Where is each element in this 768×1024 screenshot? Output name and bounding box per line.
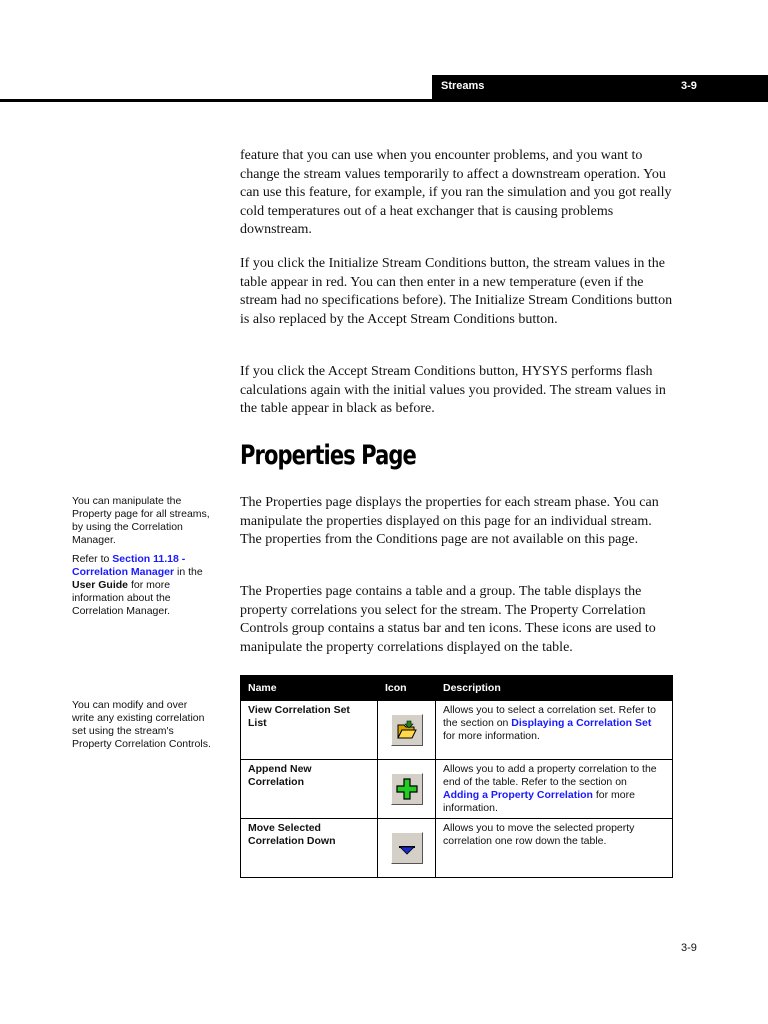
correlation-manager-link[interactable]: Section 11.18 - Correlation Manager (72, 553, 186, 578)
sidebar-note-2 (72, 553, 212, 618)
row-icon-cell (378, 701, 436, 760)
row-name: Append New Correlation (241, 760, 378, 819)
col-header-icon: Icon (378, 676, 436, 701)
row-description (436, 701, 673, 760)
blue-down-arrow-icon (391, 832, 423, 864)
section-heading: Properties Page (240, 440, 416, 471)
properties-icon-table (240, 675, 673, 878)
col-header-name: Name (241, 676, 378, 701)
desc-suffix: for more information. (443, 789, 635, 814)
row-description (436, 760, 673, 819)
user-guide-ref: User Guide (72, 579, 129, 591)
properties-paragraph-1: The Properties page displays the properties for each stream phase. You can manipulate the properties displayed on this page for an individual stream. The properties from the Conditions page are not available on this page. (240, 495, 659, 547)
properties-paragraph-2: The Properties page contains a table and a group. The table displays the property correlations you select for the stream. The Property Correlation Controls group contains a status bar and ten icons. These icons are used to manipulate the property correlations displayed on the table. (240, 584, 656, 655)
row-description (436, 819, 673, 878)
table-row (241, 701, 673, 760)
row-name: View Correlation Set List (241, 701, 378, 760)
desc-text: Allows you to move the selected property correlation one row down the table. (443, 822, 635, 847)
paragraph-2: If you click the Initialize Stream Conditions button, the stream values in the table appear in red. You can then enter in a new temperature (even if the stream had no specifications before). The Initialize Stream Conditions button is also replaced by the Accept Stream Conditions button. (240, 256, 673, 327)
open-folder-icon (391, 714, 423, 746)
table-row (241, 760, 673, 819)
desc-text: Allows you to add a property correlation to the end of the table. Refer to the section on (443, 763, 657, 788)
row-name: Move Selected Correlation Down (241, 819, 378, 878)
table-row (241, 819, 673, 878)
header-page-number: 3-9 (681, 80, 697, 92)
paragraph-1: feature that you can use when you encounter problems, and you want to change the stream values temporarily to affect a downstream operation. You can use this feature, for example, if you ran the simulation and you got really cold temperatures out of a heat exchanger that is causing problems downstream. (240, 148, 672, 237)
desc-suffix: for more information. (443, 730, 540, 742)
row-icon-cell (378, 819, 436, 878)
note2-middle: in the (174, 566, 203, 578)
displaying-correlation-set-link[interactable]: Displaying a Correlation Set (511, 717, 652, 729)
sidebar-note-1: You can manipulate the Property page for all streams, by using the Correlation Manager. (72, 495, 210, 546)
adding-property-correlation-link[interactable]: Adding a Property Correlation (443, 789, 593, 801)
paragraph-3: If you click the Accept Stream Conditions button, HYSYS performs flash calculations again with the initial values you provided. The stream values in the table appear in black as before. (240, 364, 666, 416)
header-rule (0, 99, 768, 102)
green-plus-icon (391, 773, 423, 805)
col-header-description: Description (436, 676, 673, 701)
sidebar-note-3: You can modify and over write any existing correlation set using the stream's Property Correlation Controls. (72, 699, 211, 750)
header-section-title: Streams (441, 80, 485, 92)
note2-suffix: for more information about the Correlation Manager. (72, 579, 171, 617)
desc-text: Allows you to select a correlation set. Refer to the section on (443, 704, 657, 729)
note2-prefix: Refer to (72, 553, 113, 565)
footer-page-number: 3-9 (681, 942, 697, 954)
table-header-row (241, 676, 673, 701)
row-icon-cell (378, 760, 436, 819)
